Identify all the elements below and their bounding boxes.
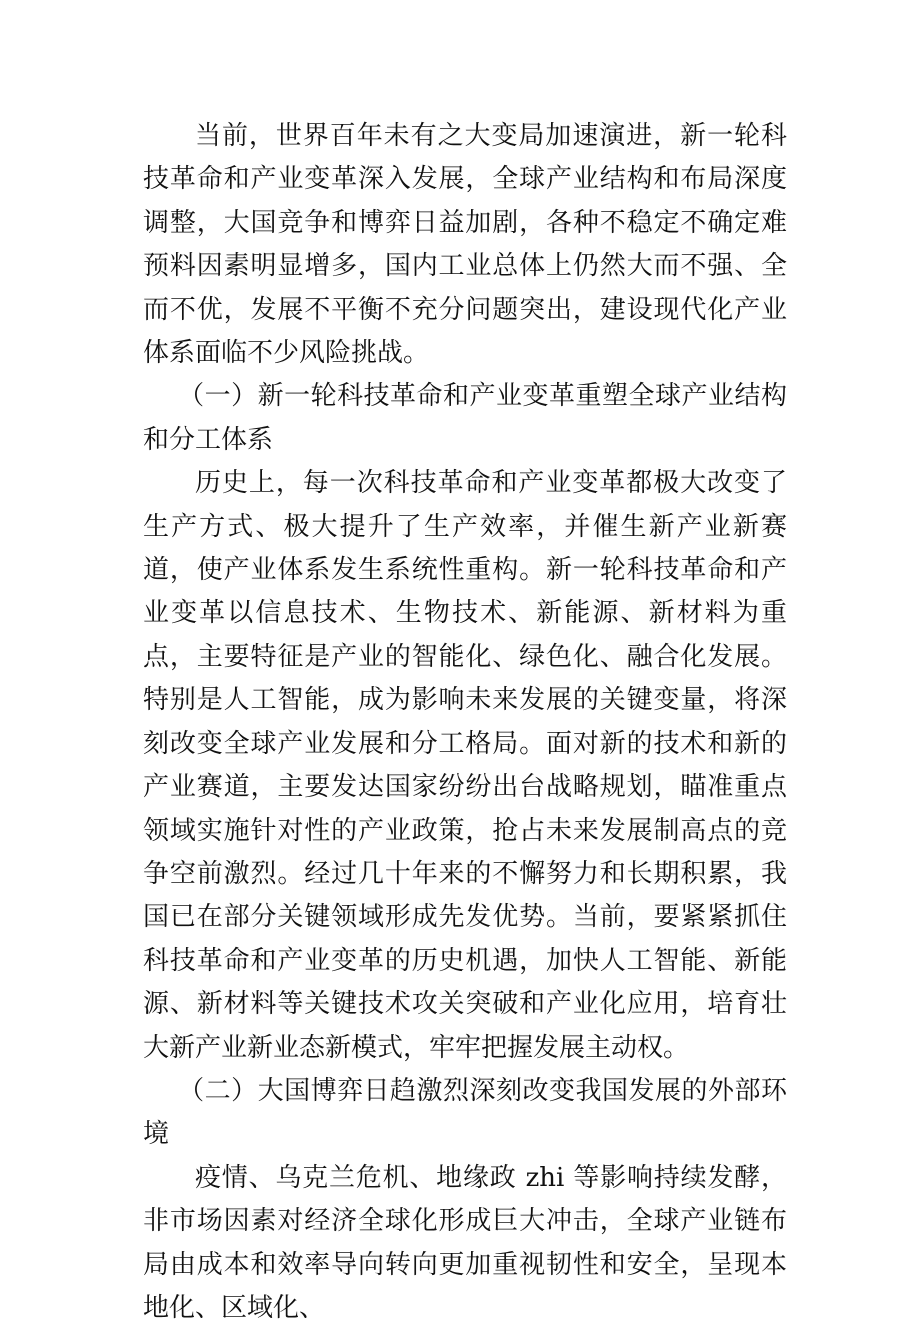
section-heading-2: （二）大国博弈日趋激烈深刻改变我国发展的外部环境	[143, 1075, 787, 1150]
paragraph-section-1: 历史上，每一次科技革命和产业变革都极大改变了生产方式、极大提升了生产效率，并催生新产业新赛道，使产业体系发生系统性重构。新一轮科技革命和产业变革以信息技术、生物技术、新能源、新材料为重点，主要特征是产业的智能化、绿色化、融合化发展。特别是人工智能，成为影响未来发展的关键变量，将深刻改变全球产业发展和分工格局。面对新的技术和新的产业赛道，主要发达国家纷纷出台战略规划，瞄准重点领域实施针对性的产业政策，抢占未来发展制高点的竞争空前激烈。经过几十年来的不懈努力和长期积累，我国已在部分关键领域形成先发优势。当前，要紧紧抓住科技革命和产业变革的历史机遇，加快人工智能、新能源、新材料等关键技术攻关突破和产业化应用，培育壮大新产业新业态新模式，牢牢把握发展主动权。	[143, 468, 787, 1063]
document-body	[143, 115, 787, 1330]
paragraph-section-2: 疫情、乌克兰危机、地缘政 zhi 等影响持续发酵，非市场因素对经济全球化形成巨大冲击，全球产业链布局由成本和效率导向转向更加重视韧性和安全，呈现本地化、区域化、	[143, 1162, 787, 1323]
section-heading-1: （一）新一轮科技革命和产业变革重塑全球产业结构和分工体系	[143, 381, 787, 455]
paragraph-intro: 当前，世界百年未有之大变局加速演进，新一轮科技革命和产业变革深入发展，全球产业结构和布局深度调整，大国竞争和博弈日益加剧，各种不稳定不确定难预料因素明显增多，国内工业总体上仍然大而不强、全而不优，发展不平衡不充分问题突出，建设现代化产业体系面临不少风险挑战。	[143, 121, 787, 369]
